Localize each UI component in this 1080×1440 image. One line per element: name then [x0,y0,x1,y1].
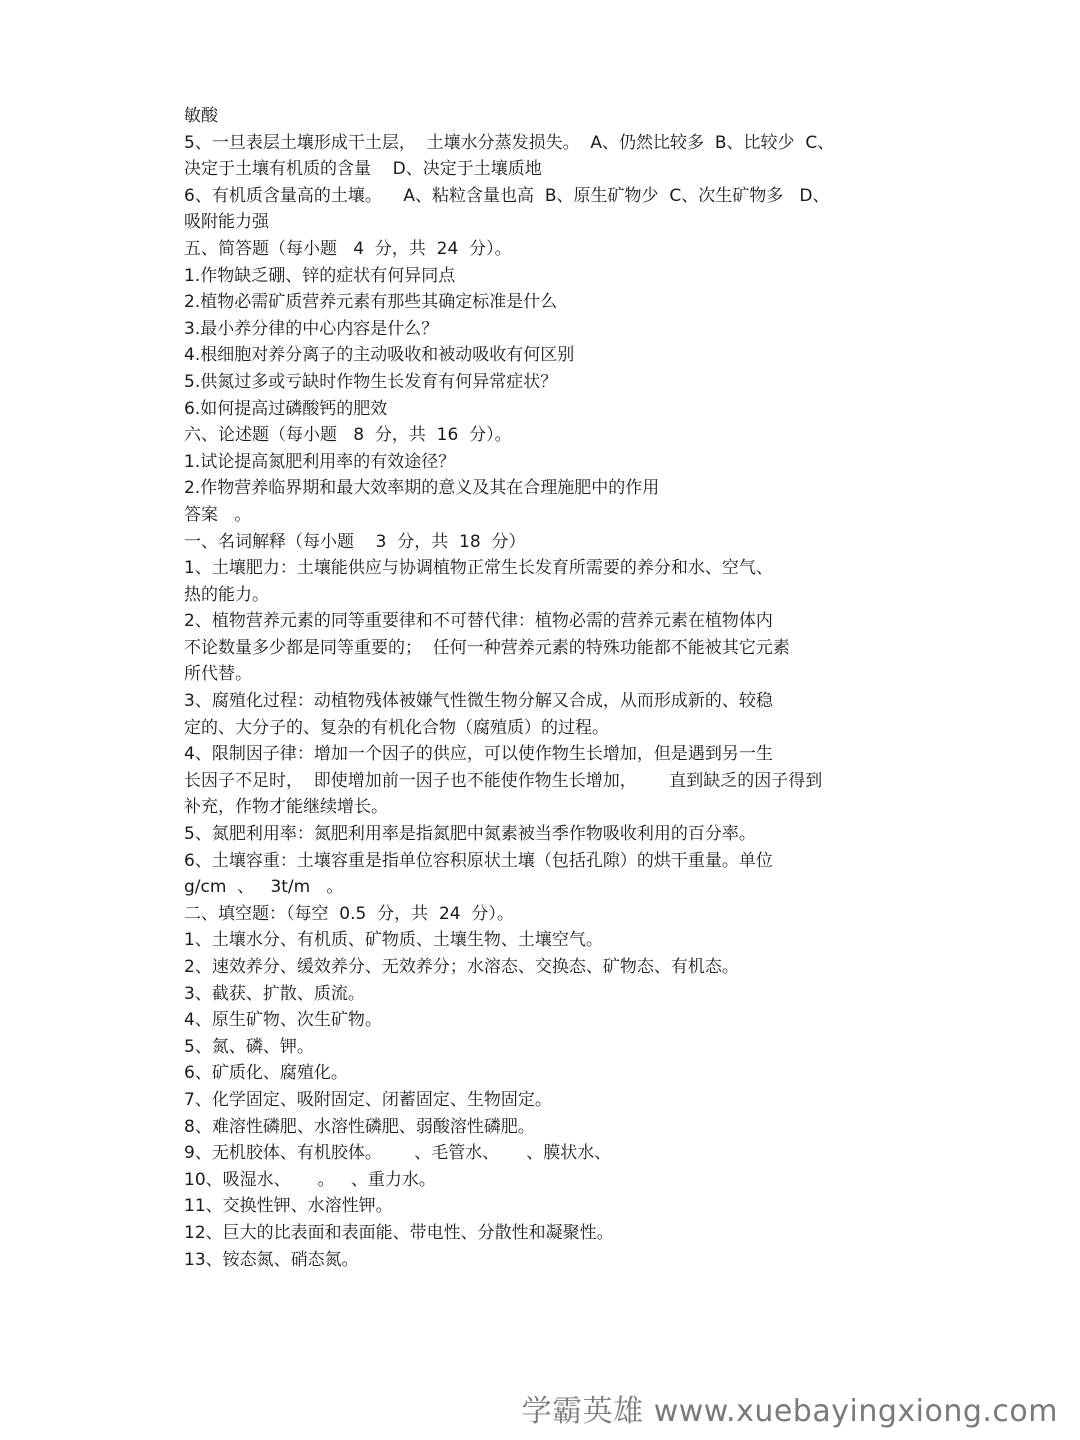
text-line: 2.作物营养临界期和最大效率期的意义及其在合理施肥中的作用 [184,478,660,499]
text-line: 6、有机质含量高的土壤。 A、粘粒含量也高 B、原生矿物少 C、次生矿物多 D、 [184,185,830,206]
document-body [184,103,1014,1273]
text-line: 所代替。 [184,664,252,685]
text-line: 3、截获、扩散、质流。 [184,983,365,1004]
watermark-text: 学霸英雄 www.xuebayingxiong.com [521,1394,1058,1429]
text-line: 长因子不足时， 即使增加前一因子也不能使作物生长增加， 直到缺乏的因子得到 [184,770,823,791]
text-line: 10、吸湿水、 。 、重力水。 [184,1169,436,1190]
text-line: 6.如何提高过磷酸钙的肥效 [184,398,388,419]
text-line: 一、名词解释（每小题 3 分，共 18 分） [184,531,526,552]
text-line: 热的能力。 [184,584,269,605]
text-line: 二、填空题：（每空 0.5 分，共 24 分）。 [184,903,514,924]
text-line: 五、简答题（每小题 4 分，共 24 分）。 [184,238,512,259]
text-line: 2、植物营养元素的同等重要律和不可替代律：植物必需的营养元素在植物体内 [184,611,773,632]
text-line: 13、铵态氮、硝态氮。 [184,1249,359,1270]
text-line: 定的、大分子的、复杂的有机化合物（腐殖质）的过程。 [184,717,609,738]
text-line: 5、氮、磷、钾。 [184,1036,314,1057]
text-line: 3、腐殖化过程：动植物残体被嫌气性微生物分解又合成，从而形成新的、较稳 [184,691,773,712]
text-line: 决定于土壤有机质的含量 D、决定于土壤质地 [184,159,542,180]
text-line: 答案 。 [184,504,252,525]
text-line: 8、难溶性磷肥、水溶性磷肥、弱酸溶性磷肥。 [184,1116,535,1137]
text-line: 补充，作物才能继续增长。 [184,797,388,818]
text-line: 5、氮肥利用率：氮肥利用率是指氮肥中氮素被当季作物吸收利用的百分率。 [184,824,756,845]
text-line: 1、土壤肥力：土壤能供应与协调植物正常生长发育所需要的养分和水、空气、 [184,558,773,579]
text-line: 吸附能力强 [184,212,269,233]
text-line: 1、土壤水分、有机质、矿物质、土壤生物、土壤空气。 [184,930,603,951]
text-line: 六、论述题（每小题 8 分，共 16 分）。 [184,425,512,446]
text-line: 5、一旦表层土壤形成干土层， 土壤水分蒸发损失。 A、仍然比较多 B、比较少 C、 [184,132,835,153]
text-line: 4.根细胞对养分离子的主动吸收和被动吸收有何区别 [184,345,575,366]
text-line: 6、土壤容重：土壤容重是指单位容积原状土壤（包括孔隙）的烘干重量。单位 [184,850,773,871]
text-line: 不论数量多少都是同等重要的； 任何一种营养元素的特殊功能都不能被其它元素 [184,637,790,658]
text-line: 12、巨大的比表面和表面能、带电性、分散性和凝聚性。 [184,1222,614,1243]
text-line: 9、无机胶体、有机胶体。 、毛管水、 、膜状水、 [184,1143,612,1164]
text-line: g/cm 、 3t/m 。 [184,877,344,898]
text-line: 敏酸 [184,106,218,126]
text-line: 5.供氮过多或亏缺时作物生长发育有何异常症状？ [184,371,558,392]
text-line: 11、交换性钾、水溶性钾。 [184,1196,393,1217]
text-line: 2.植物必需矿质营养元素有那些其确定标准是什么 [184,292,558,313]
text-line: 6、矿质化、腐殖化。 [184,1063,348,1084]
text-line: 4、限制因子律：增加一个因子的供应，可以使作物生长增加，但是遇到另一生 [184,744,773,765]
text-line: 2、速效养分、缓效养分、无效养分；水溶态、交换态、矿物态、有机态。 [184,957,739,977]
text-line: 1.作物缺乏硼、锌的症状有何异同点 [184,265,456,286]
text-line: 4、原生矿物、次生矿物。 [184,1010,382,1031]
text-line: 3.最小养分律的中心内容是什么？ [184,318,439,339]
text-line: 1.试论提高氮肥利用率的有效途径？ [184,451,456,472]
text-line: 7、化学固定、吸附固定、闭蓄固定、生物固定。 [184,1089,552,1110]
